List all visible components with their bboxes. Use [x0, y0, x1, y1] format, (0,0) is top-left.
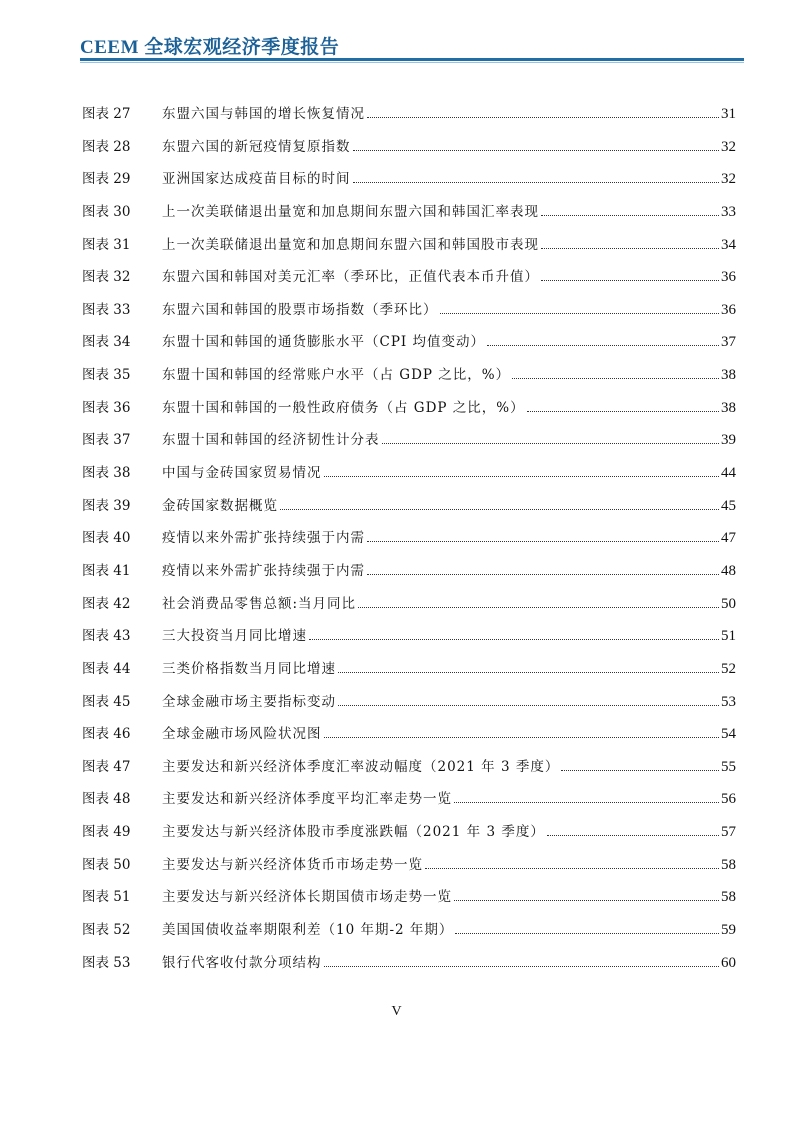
figure-page-number: 51: [721, 628, 736, 645]
figure-label: 图表 36: [82, 399, 131, 416]
figure-title: 全球金融市场风险状况图: [162, 726, 322, 743]
figure-title: 东盟六国与韩国的增长恢复情况: [162, 106, 365, 122]
dot-leader: [324, 737, 720, 738]
dot-leader: [561, 770, 719, 771]
toc-entry[interactable]: [82, 265, 736, 298]
header-divider: [80, 58, 744, 61]
figure-page-number: 54: [721, 726, 736, 743]
figure-label: 图表 27: [82, 106, 131, 122]
dot-leader: [541, 280, 719, 281]
figure-page-number: 56: [721, 791, 736, 808]
toc-entry[interactable]: [82, 135, 736, 168]
toc-entry[interactable]: [82, 918, 736, 951]
dot-leader: [367, 117, 719, 118]
figure-label: 图表 30: [82, 203, 131, 220]
toc-entry[interactable]: [82, 330, 736, 363]
figure-title: 三大投资当月同比增速: [162, 628, 307, 645]
toc-entry[interactable]: [82, 853, 736, 886]
dot-leader: [440, 313, 720, 314]
figure-title: 东盟十国和韩国的经常账户水平（占 GDP 之比，%）: [162, 367, 511, 384]
figure-label: 图表 53: [82, 954, 131, 971]
page-number: V: [391, 1004, 402, 1019]
figure-label: 图表 46: [82, 726, 131, 743]
dot-leader: [309, 639, 719, 640]
dot-leader: [367, 541, 719, 542]
figure-page-number: 48: [721, 562, 736, 579]
figure-title: 主要发达与新兴经济体长期国债市场走势一览: [162, 889, 452, 906]
figure-page-number: 59: [721, 922, 736, 939]
figure-page-number: 39: [721, 432, 736, 449]
figure-page-number: 58: [721, 856, 736, 873]
figure-label: 图表 28: [82, 138, 131, 155]
figure-title: 疫情以来外需扩张持续强于内需: [162, 562, 365, 579]
figure-title: 银行代客收付款分项结构: [162, 954, 322, 971]
report-header-title: CEEM 全球宏观经济季度报告: [80, 37, 340, 58]
figure-title: 东盟六国和韩国对美元汇率（季环比，正值代表本币升值）: [162, 269, 539, 286]
figure-label: 图表 34: [82, 334, 131, 351]
figure-title: 亚洲国家达成疫苗目标的时间: [162, 171, 351, 188]
figure-page-number: 44: [721, 465, 736, 482]
toc-entry[interactable]: [82, 755, 736, 788]
figure-label: 图表 51: [82, 889, 131, 906]
dot-leader: [280, 509, 719, 510]
header-divider-shadow: [80, 62, 744, 63]
dot-leader: [367, 574, 719, 575]
figure-label: 图表 40: [82, 530, 131, 547]
dot-leader: [527, 411, 719, 412]
figure-label: 图表 44: [82, 660, 131, 677]
figure-title: 金砖国家数据概览: [162, 497, 278, 514]
dot-leader: [338, 672, 719, 673]
figure-title: 东盟十国和韩国的一般性政府债务（占 GDP 之比，%）: [162, 399, 525, 416]
figure-label: 图表 31: [82, 236, 131, 253]
dot-leader: [512, 378, 719, 379]
figure-title: 三类价格指数当月同比增速: [162, 660, 336, 677]
toc-entry[interactable]: [82, 396, 736, 429]
figure-page-number: 60: [721, 954, 736, 971]
toc-entry[interactable]: [82, 102, 736, 135]
figure-title: 社会消费品零售总额:当月同比: [162, 595, 357, 612]
figure-label: 图表 50: [82, 856, 131, 873]
toc-entry[interactable]: [82, 363, 736, 396]
figure-page-number: 55: [721, 758, 736, 775]
figure-page-number: 47: [721, 530, 736, 547]
toc-entry[interactable]: [82, 461, 736, 494]
dot-leader: [454, 802, 719, 803]
figure-page-number: 53: [721, 693, 736, 710]
figure-title: 主要发达与新兴经济体股市季度涨跌幅（2021 年 3 季度）: [162, 824, 545, 841]
figure-title: 东盟六国和韩国的股票市场指数（季环比）: [162, 301, 438, 318]
figure-label: 图表 42: [82, 595, 131, 612]
toc-entry[interactable]: [82, 559, 736, 592]
dot-leader: [353, 150, 720, 151]
dot-leader: [454, 900, 719, 901]
figure-title: 东盟十国和韩国的通货膨胀水平（CPI 均值变动）: [162, 334, 486, 351]
dot-leader: [487, 345, 719, 346]
figure-title: 上一次美联储退出量宽和加息期间东盟六国和韩国汇率表现: [162, 203, 539, 220]
dot-leader: [324, 966, 720, 967]
list-of-figures: [82, 102, 736, 983]
figure-label: 图表 48: [82, 791, 131, 808]
figure-page-number: 37: [721, 334, 736, 351]
figure-page-number: 45: [721, 497, 736, 514]
figure-title: 主要发达与新兴经济体货币市场走势一览: [162, 856, 423, 873]
figure-page-number: 31: [721, 106, 736, 122]
toc-entry[interactable]: [82, 298, 736, 331]
toc-entry[interactable]: [82, 624, 736, 657]
toc-entry[interactable]: [82, 526, 736, 559]
figure-page-number: 34: [721, 236, 736, 253]
toc-entry[interactable]: [82, 690, 736, 723]
figure-label: 图表 45: [82, 693, 131, 710]
dot-leader: [338, 705, 719, 706]
figure-page-number: 36: [721, 269, 736, 286]
figure-label: 图表 39: [82, 497, 131, 514]
figure-label: 图表 29: [82, 171, 131, 188]
figure-page-number: 36: [721, 301, 736, 318]
figure-label: 图表 33: [82, 301, 131, 318]
toc-entry[interactable]: [82, 592, 736, 625]
figure-label: 图表 52: [82, 922, 131, 939]
figure-page-number: 38: [721, 367, 736, 384]
figure-label: 图表 38: [82, 465, 131, 482]
figure-title: 主要发达和新兴经济体季度平均汇率走势一览: [162, 791, 452, 808]
figure-title: 疫情以来外需扩张持续强于内需: [162, 530, 365, 547]
dot-leader: [541, 248, 719, 249]
toc-entry[interactable]: [82, 787, 736, 820]
figure-label: 图表 47: [82, 758, 131, 775]
figure-label: 图表 37: [82, 432, 131, 449]
figure-page-number: 52: [721, 660, 736, 677]
figure-page-number: 33: [721, 203, 736, 220]
figure-title: 美国国债收益率期限利差（10 年期-2 年期）: [162, 922, 454, 939]
figure-label: 图表 49: [82, 824, 131, 841]
toc-entry[interactable]: [82, 233, 736, 266]
figure-label: 图表 32: [82, 269, 131, 286]
figure-title: 全球金融市场主要指标变动: [162, 693, 336, 710]
figure-page-number: 38: [721, 399, 736, 416]
dot-leader: [541, 215, 719, 216]
dot-leader: [425, 868, 719, 869]
dot-leader: [455, 933, 719, 934]
figure-label: 图表 43: [82, 628, 131, 645]
dot-leader: [358, 607, 719, 608]
figure-label: 图表 35: [82, 367, 131, 384]
figure-page-number: 57: [721, 824, 736, 841]
toc-entry[interactable]: [82, 167, 736, 200]
toc-entry[interactable]: [82, 657, 736, 690]
figure-title: 中国与金砖国家贸易情况: [162, 465, 322, 482]
figure-label: 图表 41: [82, 562, 131, 579]
figure-page-number: 32: [721, 138, 736, 155]
figure-title: 东盟十国和韩国的经济韧性计分表: [162, 432, 380, 449]
figure-title: 东盟六国的新冠疫情复原指数: [162, 138, 351, 155]
figure-page-number: 50: [721, 595, 736, 612]
figure-page-number: 58: [721, 889, 736, 906]
toc-entry[interactable]: [82, 951, 736, 984]
dot-leader: [547, 835, 719, 836]
dot-leader: [324, 476, 720, 477]
toc-entry[interactable]: [82, 428, 736, 461]
toc-entry[interactable]: [82, 200, 736, 233]
figure-page-number: 32: [721, 171, 736, 188]
dot-leader: [382, 443, 720, 444]
toc-entry[interactable]: [82, 885, 736, 918]
toc-entry[interactable]: [82, 820, 736, 853]
figure-title: 上一次美联储退出量宽和加息期间东盟六国和韩国股市表现: [162, 236, 539, 253]
figure-title: 主要发达和新兴经济体季度汇率波动幅度（2021 年 3 季度）: [162, 758, 560, 775]
dot-leader: [353, 182, 720, 183]
toc-entry[interactable]: [82, 494, 736, 527]
toc-entry[interactable]: [82, 722, 736, 755]
